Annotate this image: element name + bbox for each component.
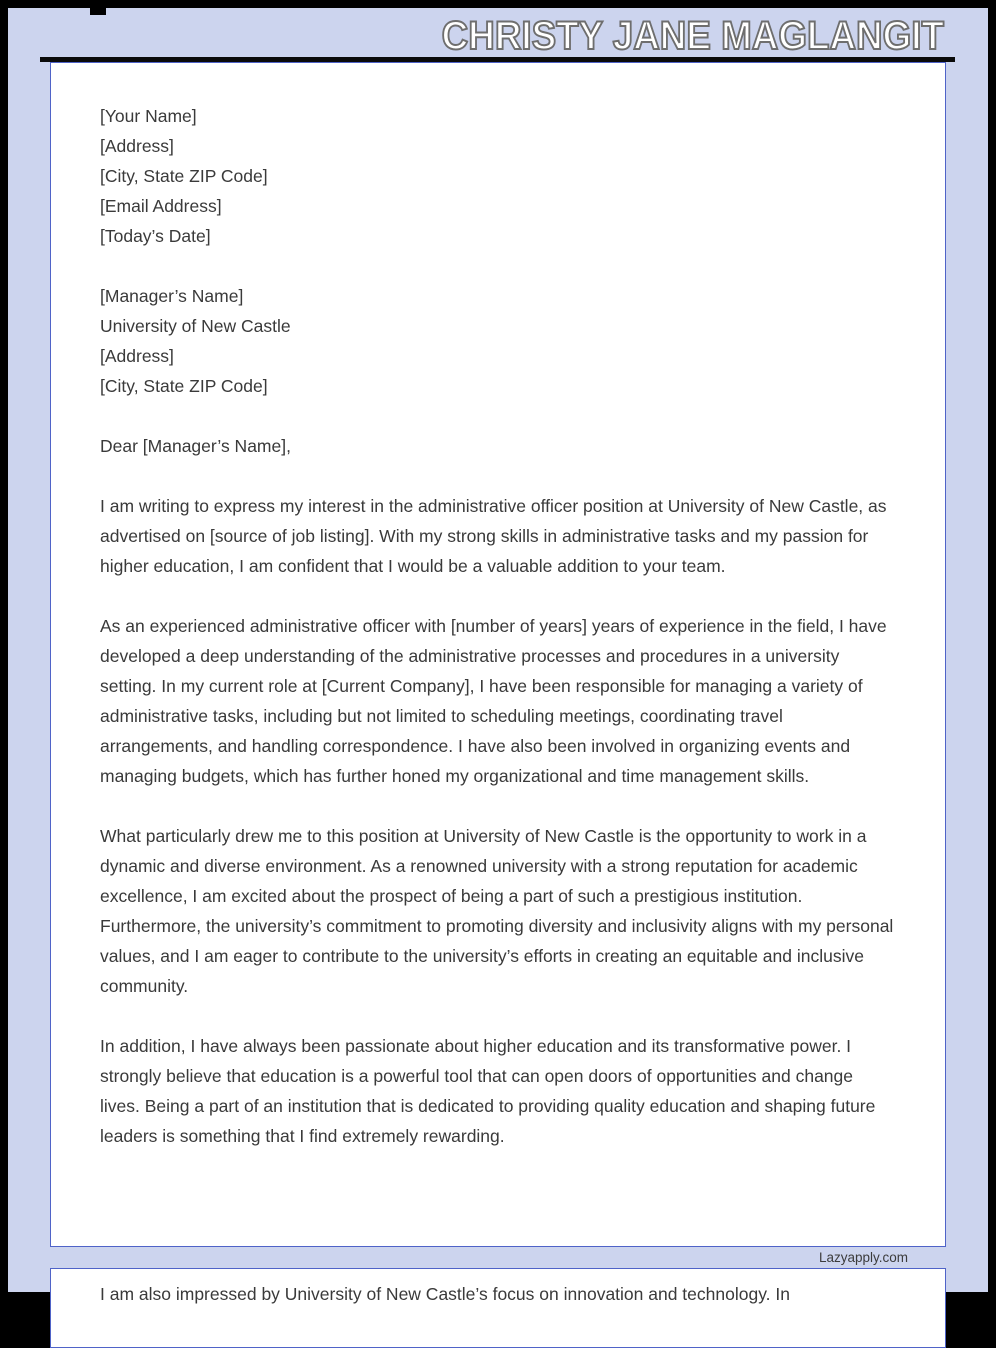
recipient-line: [Manager’s Name] — [100, 286, 244, 306]
paragraph-2: As an experienced administrative officer with [number of years] years of experience in the field, I have developed a deep understanding of the administrative processes and procedures in a university setting. In my current role at [Current Company], I have been responsible for managing a variety of administrative tasks, including but not limited to scheduling meetings, coordinating travel arrangements, and handling correspondence. I have also been involved in organizing events and managing budgets, which has further honed my organizational and time management skills. — [100, 616, 887, 786]
letter-page-2 — [50, 1268, 946, 1348]
salutation: Dear [Manager’s Name], — [100, 436, 291, 456]
recipient-line: [City, State ZIP Code] — [100, 376, 268, 396]
recipient-line: University of New Castle — [100, 316, 291, 336]
sender-line: [Email Address] — [100, 196, 222, 216]
watermark-brand: Lazyapply.com — [818, 1250, 908, 1265]
letter-body — [100, 101, 896, 1151]
recipient-block — [100, 281, 896, 401]
sender-block — [100, 101, 896, 251]
paragraph-3: What particularly drew me to this position at University of New Castle is the opportunity to work in a dynamic and diverse environment. As a renowned university with a strong reputation for academic excellence, I am excited about the prospect of being a part of such a prestigious institution. Furthermore, the university’s commitment to promoting diversity and inclusivity aligns with my personal values, and I am eager to contribute to the university’s efforts in creating an equitable and inclusive community. — [100, 826, 894, 996]
sender-line: [Today’s Date] — [100, 226, 211, 246]
sender-line: [Address] — [100, 136, 174, 156]
letter-body-continued — [100, 1279, 896, 1309]
page-title: CHRISTY JANE MAGLANGIT — [441, 14, 944, 58]
paragraph-4: In addition, I have always been passionate about higher education and its transformative power. I strongly believe that education is a powerful tool that can open doors of opportunities and change lives. Being a part of an institution that is dedicated to providing quality education and shaping future leaders is something that I find extremely rewarding. — [100, 1036, 876, 1146]
corner-mark — [90, 8, 106, 15]
page-gap — [8, 1247, 988, 1268]
sender-line: [Your Name] — [100, 106, 197, 126]
header — [8, 8, 988, 57]
paragraph-1: I am writing to express my interest in the administrative officer position at University of New Castle, as advertised on [source of job listing]. With my strong skills in administrative tasks and my passion for higher education, I am confident that I would be a valuable addition to your team. — [100, 496, 887, 576]
sender-line: [City, State ZIP Code] — [100, 166, 268, 186]
document-background — [8, 8, 988, 1304]
paragraph-5: I am also impressed by University of New Castle’s focus on innovation and technology. In — [100, 1284, 790, 1304]
letter-page-1 — [50, 62, 946, 1247]
recipient-line: [Address] — [100, 346, 174, 366]
